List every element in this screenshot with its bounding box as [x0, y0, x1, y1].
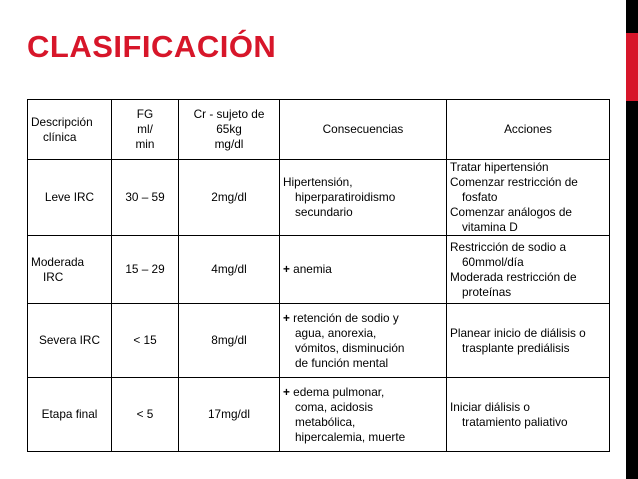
cell-consecuencias [280, 304, 447, 378]
plus-icon: + [283, 384, 290, 399]
cell-text: edema pulmonar, [293, 384, 385, 399]
cell-text: Hipertensión, [283, 175, 353, 189]
cell-text: Tratar hipertensión [450, 160, 549, 174]
cell-text: coma, acidosis [295, 399, 374, 414]
cell-text: de función mental [295, 355, 389, 370]
header-cr-line: Cr - sujeto de [193, 107, 265, 121]
cell-text: metabólica, [295, 414, 356, 429]
header-descripcion-line: clínica [43, 129, 77, 144]
cell-acciones [447, 304, 610, 378]
table-row [28, 160, 610, 236]
cell-text: Leve IRC [44, 190, 95, 204]
classification-table [27, 99, 610, 452]
header-cr-line: mg/dl [214, 137, 244, 151]
header-descripcion [28, 100, 112, 160]
cell-text: Planear inicio de diálisis o [450, 325, 586, 340]
cell-text: vómitos, disminución [295, 340, 405, 355]
cell-text: retención de sodio y [293, 310, 399, 325]
cell-text: anemia [293, 262, 332, 276]
cell-fg: < 5 [112, 378, 179, 452]
header-consecuencias: Consecuencias [280, 100, 447, 160]
cell-text: trasplante prediálisis [462, 340, 570, 355]
cell-text: Etapa final [41, 407, 98, 421]
plus-icon: + [283, 310, 290, 325]
cell-text: agua, anorexia, [295, 325, 377, 340]
plus-icon: + [283, 262, 290, 276]
table-row [28, 378, 610, 452]
table-row [28, 304, 610, 378]
side-bar [626, 0, 638, 479]
cell-descripcion [28, 378, 112, 452]
cell-text: Moderada [31, 254, 85, 269]
header-cr-line: 65kg [216, 122, 242, 136]
table-row [28, 236, 610, 304]
cell-cr: 17mg/dl [179, 378, 280, 452]
cell-descripcion [28, 236, 112, 304]
header-fg-line: min [135, 137, 155, 151]
cell-cr: 8mg/dl [179, 304, 280, 378]
cell-text: 60mmol/día [462, 254, 524, 269]
slide-title: CLASIFICACIÓN [27, 29, 277, 64]
header-fg-line: FG [136, 107, 154, 121]
header-row [28, 100, 610, 160]
cell-cr: 2mg/dl [179, 160, 280, 236]
side-bar-accent [626, 33, 638, 101]
cell-text: fosfato [462, 190, 498, 204]
header-acciones: Acciones [447, 100, 610, 160]
cell-descripcion [28, 304, 112, 378]
cell-text: proteínas [462, 284, 512, 299]
cell-fg: 15 – 29 [112, 236, 179, 304]
cell-fg: 30 – 59 [112, 160, 179, 236]
cell-consecuencias [280, 160, 447, 236]
cell-text: Moderada restricción de [450, 269, 577, 284]
header-fg-line: ml/ [137, 122, 153, 136]
cell-text: tratamiento paliativo [462, 414, 568, 429]
cell-consecuencias [280, 378, 447, 452]
cell-acciones [447, 236, 610, 304]
cell-acciones [447, 160, 610, 236]
header-descripcion-line: Descripción [31, 114, 93, 129]
cell-text: hipercalemia, muerte [295, 429, 406, 444]
cell-descripcion [28, 160, 112, 236]
cell-text: Iniciar diálisis o [450, 399, 530, 414]
cell-cr: 4mg/dl [179, 236, 280, 304]
cell-text: secundario [295, 205, 353, 219]
cell-text: Severa IRC [39, 333, 100, 347]
cell-text: Restricción de sodio a [450, 239, 567, 254]
header-fg [112, 100, 179, 160]
cell-text: hiperparatiroidismo [295, 190, 396, 204]
cell-text: Comenzar restricción de [450, 175, 578, 189]
header-cr [179, 100, 280, 160]
cell-text: IRC [43, 269, 64, 284]
cell-text: vitamina D [462, 220, 518, 234]
cell-acciones [447, 378, 610, 452]
cell-fg: < 15 [112, 304, 179, 378]
cell-consecuencias [280, 236, 447, 304]
cell-text: Comenzar análogos de [450, 205, 572, 219]
